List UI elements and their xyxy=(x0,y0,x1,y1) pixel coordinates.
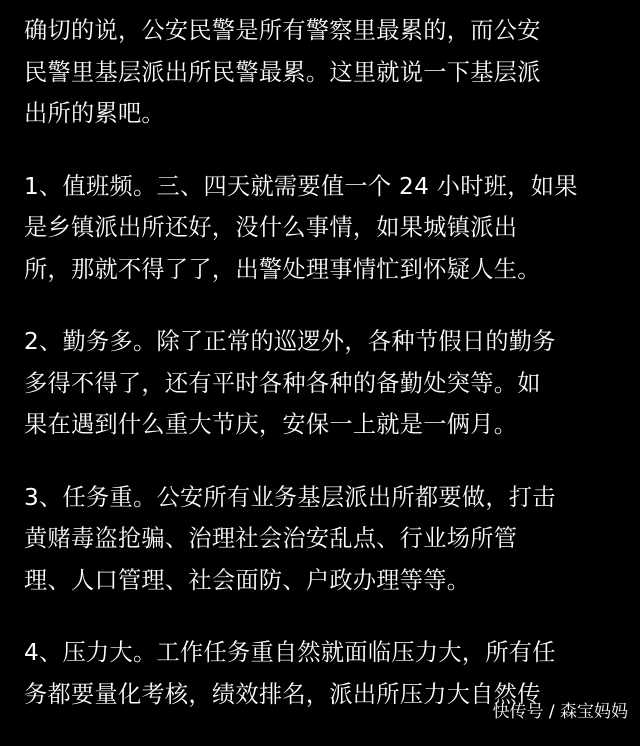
text-line: 4、压力大。工作任务重自然就面临压力大，所有任 xyxy=(24,639,556,666)
text-line: 民警里基层派出所民警最累。这里就说一下基层派 xyxy=(24,58,541,86)
text-line: 多得不得了，还有平时各种各种的备勤处突等。如 xyxy=(24,369,541,397)
watermark: 快传号 / 森宝妈妈 xyxy=(492,702,628,722)
text-line: 理、人口管理、社会面防、户政办理等等。 xyxy=(24,566,471,594)
text-line: 1、值班频。三、四天就需要值一个 24 小时班，如果 xyxy=(24,172,578,200)
text-line: 3、任务重。公安所有业务基层派出所都要做，打击 xyxy=(24,483,556,511)
paragraph-point-2 xyxy=(24,321,624,446)
paragraph-intro xyxy=(24,10,624,135)
text-line: 果在遇到什么重大节庆，安保一上就是一俩月。 xyxy=(24,411,518,438)
text-line: 所，那就不得了了，出警处理事情忙到怀疑人生。 xyxy=(24,255,541,283)
text-line: 2、勤务多。除了正常的巡逻外，各种节假日的勤务 xyxy=(24,328,556,355)
text-line: 务都要量化考核，绩效排名，派出所压力大自然传 xyxy=(24,680,541,708)
text-line: 出所的累吧。 xyxy=(24,100,165,127)
paragraph-point-1 xyxy=(24,166,624,291)
text-line: 确切的说，公安民警是所有警察里最累的，而公安 xyxy=(24,17,541,44)
text-line: 黄赌毒盗抢骗、治理社会治安乱点、行业场所管 xyxy=(24,525,518,552)
paragraph-point-3 xyxy=(24,477,624,602)
article-body xyxy=(24,10,624,746)
text-line: 是乡镇派出所还好，没什么事情，如果城镇派出 xyxy=(24,214,518,241)
